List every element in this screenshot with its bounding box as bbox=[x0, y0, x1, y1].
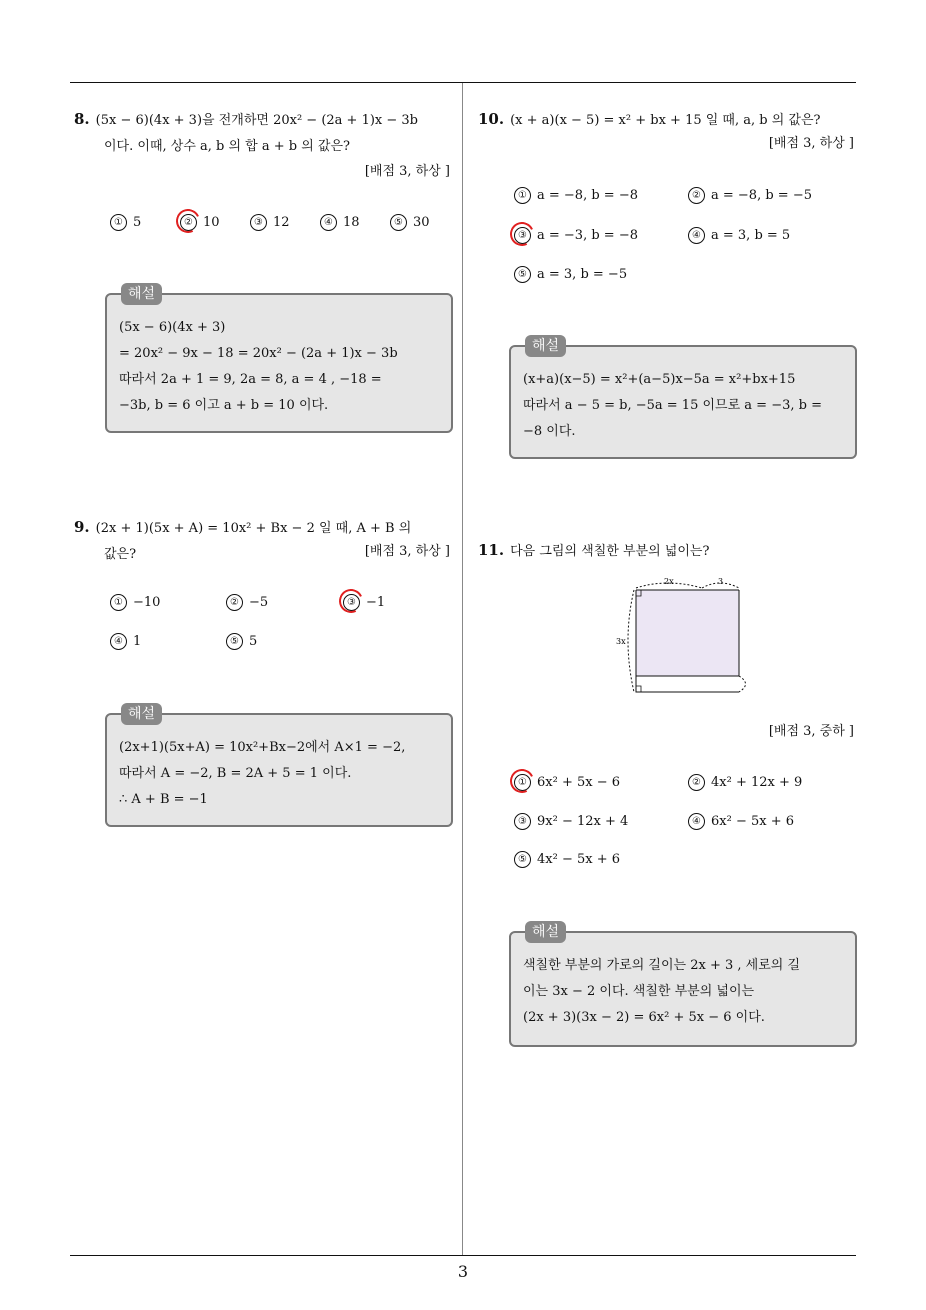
rectangle-figure bbox=[612, 574, 754, 698]
question-number: 11. bbox=[478, 541, 505, 559]
explanation-line: 이는 3x − 2 이다. 색칠한 부분의 넓이는 bbox=[523, 984, 755, 999]
question-text-line1: (2x + 1)(5x + A) = 10x² + Bx − 2 일 때, A + B 의 bbox=[95, 521, 412, 536]
explanation-line: (2x + 3)(3x − 2) = 6x² + 5x − 6 이다. bbox=[523, 1010, 765, 1025]
explanation-line: 따라서 a − 5 = b, −5a = 15 이므로 a = −3, b = bbox=[523, 398, 822, 413]
question-text-line1: (x + a)(x − 5) = x² + bx + 15 일 때, a, b 의 값은? bbox=[510, 113, 821, 128]
answer-mark bbox=[336, 586, 367, 617]
explanation-line: = 20x² − 9x − 18 = 20x² − (2a + 1)x − 3b bbox=[119, 346, 398, 361]
explanation-tag: 해설 bbox=[525, 921, 566, 943]
circle-number: ③ bbox=[343, 594, 360, 611]
circle-number: ① bbox=[514, 187, 531, 204]
figure-label-3x: 3x bbox=[616, 637, 626, 646]
explanation-line: −3b, b = 6 이고 a + b = 10 이다. bbox=[119, 398, 329, 413]
choice-5[interactable]: ⑤ 30 bbox=[390, 214, 430, 231]
choice-4[interactable]: ④ 6x² − 5x + 6 bbox=[688, 813, 794, 830]
choice-2[interactable]: ② 10 bbox=[180, 214, 220, 231]
answer-mark bbox=[173, 206, 204, 237]
choice-4[interactable]: ④ 1 bbox=[110, 633, 141, 650]
choice-4[interactable]: ④ 18 bbox=[320, 214, 360, 231]
choice-2[interactable]: ② 4x² + 12x + 9 bbox=[688, 774, 802, 791]
circle-number: ③ bbox=[250, 214, 267, 231]
choice-3[interactable]: ③ −1 bbox=[343, 594, 385, 611]
circle-number: ④ bbox=[688, 227, 705, 244]
circle-number: ③ bbox=[514, 813, 531, 830]
question-text-line2: 이다. 이때, 상수 a, b 의 합 a + b 의 값은? bbox=[104, 139, 350, 154]
bottom-rule bbox=[70, 1255, 856, 1256]
explanation-line: 따라서 2a + 1 = 9, 2a = 8, a = 4 , −18 = bbox=[119, 372, 382, 387]
explanation-line: (x+a)(x−5) = x²+(a−5)x−5a = x²+bx+15 bbox=[523, 372, 796, 387]
question-number: 8. bbox=[74, 110, 90, 128]
circle-number: ⑤ bbox=[514, 266, 531, 283]
question-11 bbox=[478, 537, 862, 565]
explanation-tag: 해설 bbox=[121, 703, 162, 725]
question-10 bbox=[478, 106, 862, 134]
brace-top bbox=[636, 583, 739, 588]
grade-label: [배점 3, 하상 ] bbox=[364, 164, 450, 179]
question-text-line1: 다음 그림의 색칠한 부분의 넓이는? bbox=[510, 544, 710, 559]
choice-1[interactable]: ① 6x² + 5x − 6 bbox=[514, 774, 620, 791]
explanation-line: (2x+1)(5x+A) = 10x²+Bx−2에서 A×1 = −2, bbox=[119, 740, 406, 755]
page-number: 3 bbox=[457, 1262, 469, 1281]
grade-label: [배점 3, 중하 ] bbox=[768, 724, 854, 739]
circle-number: ② bbox=[226, 594, 243, 611]
question-text-line1: (5x − 6)(4x + 3)을 전개하면 20x² − (2a + 1)x − 3b bbox=[95, 113, 418, 128]
choice-1[interactable]: ① 5 bbox=[110, 214, 141, 231]
explanation-box bbox=[509, 924, 857, 1047]
column-divider bbox=[462, 83, 463, 1255]
explanation-line: −8 이다. bbox=[523, 424, 576, 439]
answer-mark bbox=[507, 766, 538, 797]
choice-1[interactable]: ① a = −8, b = −8 bbox=[514, 187, 638, 204]
circle-number: ④ bbox=[320, 214, 337, 231]
grade-label: [배점 3, 하상 ] bbox=[364, 544, 450, 559]
choice-3[interactable]: ③ 9x² − 12x + 4 bbox=[514, 813, 628, 830]
choice-3[interactable]: ③ a = −3, b = −8 bbox=[514, 227, 638, 244]
circle-number: ⑤ bbox=[390, 214, 407, 231]
explanation-line: (5x − 6)(4x + 3) bbox=[119, 320, 226, 335]
choice-2[interactable]: ② −5 bbox=[226, 594, 268, 611]
question-text-line2: 값은? bbox=[104, 547, 137, 562]
circle-number: ④ bbox=[110, 633, 127, 650]
circle-number: ③ bbox=[514, 227, 531, 244]
choice-1[interactable]: ① −10 bbox=[110, 594, 160, 611]
choice-2[interactable]: ② a = −8, b = −5 bbox=[688, 187, 812, 204]
circle-number: ⑤ bbox=[226, 633, 243, 650]
choice-5[interactable]: ⑤ 5 bbox=[226, 633, 257, 650]
circle-number: ② bbox=[180, 214, 197, 231]
explanation-tag: 해설 bbox=[121, 283, 162, 305]
explanation-line: 따라서 A = −2, B = 2A + 5 = 1 이다. bbox=[119, 766, 352, 781]
explanation-box bbox=[105, 706, 453, 827]
shaded-region bbox=[636, 590, 739, 676]
choice-5[interactable]: ⑤ a = 3, b = −5 bbox=[514, 266, 627, 283]
circle-number: ① bbox=[110, 214, 127, 231]
circle-number: ④ bbox=[688, 813, 705, 830]
circle-number: ① bbox=[514, 774, 531, 791]
explanation-tag: 해설 bbox=[525, 335, 566, 357]
explanation-line: 색칠한 부분의 가로의 길이는 2x + 3 , 세로의 길 bbox=[523, 958, 801, 973]
circle-number: ② bbox=[688, 774, 705, 791]
circle-number: ⑤ bbox=[514, 851, 531, 868]
figure-label-2x: 2x bbox=[664, 577, 674, 586]
question-8 bbox=[74, 106, 458, 160]
choice-5[interactable]: ⑤ 4x² − 5x + 6 bbox=[514, 851, 620, 868]
explanation-box bbox=[105, 286, 453, 433]
answer-mark bbox=[507, 219, 538, 250]
grade-label: [배점 3, 하상 ] bbox=[768, 136, 854, 151]
explanation-line: ∴ A + B = −1 bbox=[119, 792, 208, 807]
choice-4[interactable]: ④ a = 3, b = 5 bbox=[688, 227, 790, 244]
explanation-box bbox=[509, 338, 857, 459]
choice-3[interactable]: ③ 12 bbox=[250, 214, 290, 231]
question-number: 9. bbox=[74, 518, 90, 536]
circle-number: ② bbox=[688, 187, 705, 204]
circle-number: ① bbox=[110, 594, 127, 611]
question-number: 10. bbox=[478, 110, 505, 128]
top-rule bbox=[70, 82, 856, 83]
figure-label-3: 3 bbox=[718, 577, 724, 586]
